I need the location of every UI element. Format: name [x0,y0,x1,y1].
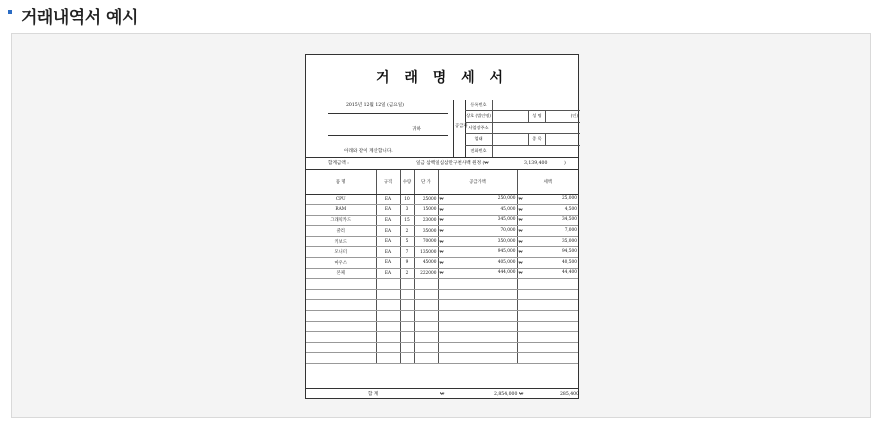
blank-cell [438,353,517,364]
item-price [414,247,438,258]
won-sign: ₩ [439,218,444,224]
item-tax [517,226,578,237]
blank-cell [376,289,400,300]
blank-cell [414,300,438,311]
won-sign: ₩ [439,260,444,266]
document-title: 거 래 명 세 서 [375,70,509,86]
won-sign: ₩ [518,197,523,203]
blank-cell [400,311,414,322]
item-tax-value: 25,000 [561,196,577,202]
blank-cell [438,279,517,290]
blank-cell [376,311,400,322]
col-header-qty: 수량 [400,170,414,194]
item-supply-value: 405,000 [497,259,516,265]
blank-cell [517,311,578,322]
item-spec-value: EA [384,207,392,213]
blank-cell [414,321,438,332]
item-supply-value: 345,000 [497,217,516,223]
blank-cell [306,300,376,311]
item-qty [400,258,414,269]
item-price-value: 15000 [422,207,437,213]
blank-cell [517,332,578,343]
item-label: 종 목 [528,134,546,144]
item-price [414,205,438,216]
item-name [306,194,376,205]
item-qty [400,226,414,237]
bullet-icon [8,10,12,14]
item-spec [376,205,400,216]
item-name-value: CPU [335,196,346,202]
address-label: 사업장주소 [465,123,493,133]
greeting-text: 아래와 같이 계산합니다. [344,149,393,154]
blank-cell [376,279,400,290]
item-name-value: 키보드 [334,239,347,245]
item-spec-value: EA [384,228,392,234]
blank-cell [400,332,414,343]
item-name-value: 마우스 [334,260,347,266]
item-spec [376,215,400,226]
won-sign: ₩ [518,207,523,213]
blank-cell [414,353,438,364]
table-row [306,258,578,269]
blank-cell [400,342,414,353]
item-supply-value: 350,000 [497,238,516,244]
blank-cell [438,342,517,353]
blank-cell [438,289,517,300]
transaction-statement-document [305,54,579,399]
won-sign: ₩ [439,229,444,235]
item-qty-value: 9 [405,260,409,266]
issue-date: 2015년 12월 12일 (금요일) [346,103,404,108]
item-spec [376,268,400,279]
date-underline [328,113,448,114]
blank-cell [376,300,400,311]
type-label: 업태 [465,134,493,144]
table-row [306,194,578,205]
item-tax-value: 94,500 [561,249,577,255]
item-tax-value: 44,400 [561,270,577,276]
item-supply [438,247,517,258]
item-price-value: 35000 [422,228,437,234]
company-label: 상호 (법인명) [465,111,493,121]
item-spec-value: EA [384,270,392,276]
blank-cell [400,279,414,290]
item-name-value: 쿨러 [336,229,345,235]
blank-row [306,289,578,300]
item-tax-value: 7,000 [564,228,577,234]
item-tax-value: 40,500 [561,259,577,265]
item-spec [376,258,400,269]
won-sign: ₩ [439,197,444,203]
table-row [306,268,578,279]
table-row [306,226,578,237]
item-price-value: 45000 [422,260,437,266]
blank-row [306,342,578,353]
item-tax-value: 4,500 [564,206,577,212]
item-tax-value: 35,000 [561,238,577,244]
won-sign: ₩ [518,271,523,277]
blank-row [306,321,578,332]
item-price [414,215,438,226]
item-qty-value: 15 [404,217,410,223]
blank-row [306,332,578,343]
won-sign: ₩ [518,250,523,256]
total-korean: 일금 삼백일십삼만구천사백 원정 (₩ [416,161,489,166]
col-header-supply: 공급가액 [438,170,517,194]
footer-total-label: 합 계 [368,392,379,397]
blank-cell [306,342,376,353]
item-spec-value: EA [384,249,392,255]
blank-cell [438,321,517,332]
supplier-row-company [465,111,580,122]
supplier-box [453,100,580,157]
table-footer-row [306,388,578,399]
item-name-value: 본체 [336,271,345,277]
item-qty [400,194,414,205]
footer-won-2: ₩ [519,392,524,397]
blank-cell [306,353,376,364]
won-sign: ₩ [439,239,444,245]
total-amount-row [306,157,578,170]
blank-cell [376,342,400,353]
item-tax [517,236,578,247]
blank-cell [376,353,400,364]
item-supply-value: 945,000 [497,249,516,255]
blank-cell [414,342,438,353]
item-price-value: 222000 [420,270,437,276]
item-name-value: 모니터 [334,250,347,256]
item-spec-value: EA [384,260,392,266]
item-price [414,258,438,269]
blank-cell [517,353,578,364]
item-spec [376,247,400,258]
item-qty [400,247,414,258]
blank-cell [414,332,438,343]
item-name [306,247,376,258]
item-price [414,236,438,247]
item-supply-value: 70,000 [500,228,516,234]
item-price [414,226,438,237]
col-header-spec: 규격 [376,170,400,194]
item-tax [517,247,578,258]
item-price [414,268,438,279]
blank-cell [414,289,438,300]
item-qty [400,205,414,216]
item-supply-value: 45,000 [500,206,516,212]
item-qty [400,236,414,247]
blank-row [306,353,578,364]
supplier-side-label: 공급자 [454,100,466,157]
item-name-value: 그래픽카드 [330,218,352,224]
item-supply [438,258,517,269]
blank-cell [306,289,376,300]
supplier-row-regno [465,100,580,111]
recipient-suffix: 귀하 [412,127,421,132]
item-tax [517,258,578,269]
won-sign: ₩ [518,218,523,224]
blank-cell [306,279,376,290]
item-supply [438,194,517,205]
won-sign: ₩ [439,207,444,213]
item-tax-value: 34,500 [561,217,577,223]
item-tax [517,194,578,205]
won-sign: ₩ [518,239,523,245]
footer-tax-total: 285,400 [560,392,579,397]
item-qty-value: 2 [405,228,409,234]
item-qty [400,215,414,226]
seal-mark: (인) [570,113,578,119]
blank-cell [400,300,414,311]
blank-cell [438,300,517,311]
item-qty-value: 5 [405,239,409,245]
item-name [306,226,376,237]
item-qty-value: 10 [404,196,410,202]
item-supply-value: 250,000 [497,196,516,202]
item-price [414,194,438,205]
blank-cell [517,300,578,311]
item-qty-value: 3 [405,207,409,213]
blank-cell [438,311,517,322]
total-close: ) [564,161,566,166]
item-name [306,205,376,216]
footer-won-1: ₩ [440,392,445,397]
won-sign: ₩ [518,260,523,266]
table-row [306,205,578,216]
blank-cell [400,289,414,300]
blank-cell [438,332,517,343]
blank-cell [400,321,414,332]
item-tax [517,268,578,279]
supplier-row-address [465,123,580,134]
item-qty-value: 2 [405,270,409,276]
item-spec-value: EA [384,196,392,202]
blank-cell [306,332,376,343]
blank-cell [517,321,578,332]
item-qty-value: 7 [405,249,409,255]
col-header-tax: 세액 [517,170,578,194]
item-supply [438,236,517,247]
item-supply [438,205,517,216]
item-name [306,215,376,226]
item-name [306,236,376,247]
col-header-price: 단 가 [414,170,438,194]
recipient-underline [328,135,448,136]
blank-row [306,300,578,311]
won-sign: ₩ [518,229,523,235]
item-tax [517,215,578,226]
blank-cell [376,321,400,332]
name-label: 성 명 [528,111,546,121]
item-price-value: 70000 [422,239,437,245]
section-heading [8,4,138,26]
reg-no-label: 등록번호 [465,100,493,110]
item-price-value: 23000 [422,217,437,223]
footer-supply-total: 2,854,000 [494,392,518,397]
blank-cell [414,279,438,290]
won-sign: ₩ [439,271,444,277]
table-row [306,215,578,226]
supplier-row-type [465,134,580,145]
item-tax [517,205,578,216]
blank-cell [517,289,578,300]
section-title: 거래내역서 예시 [21,7,138,28]
item-supply [438,268,517,279]
blank-cell [517,342,578,353]
item-name-value: RAM [335,207,347,213]
item-spec-value: EA [384,239,392,245]
blank-cell [517,279,578,290]
item-spec-value: EA [384,217,392,223]
blank-cell [306,321,376,332]
supplier-row-phone [465,146,580,157]
total-amount: 3,139,400 [524,161,548,166]
blank-cell [400,353,414,364]
col-header-name: 품 명 [306,170,376,194]
item-price-value: 135000 [420,249,437,255]
item-name [306,258,376,269]
item-spec [376,226,400,237]
item-spec [376,194,400,205]
total-label: 합계금액 : [328,161,349,166]
item-qty [400,268,414,279]
item-supply [438,215,517,226]
blank-row [306,279,578,290]
item-spec [376,236,400,247]
blank-cell [376,332,400,343]
blank-row [306,311,578,322]
items-table [306,170,578,364]
item-supply [438,226,517,237]
blank-cell [306,311,376,322]
phone-label: 전화번호 [465,146,493,157]
table-header-row [306,170,578,194]
item-name [306,268,376,279]
won-sign: ₩ [439,250,444,256]
item-price-value: 25000 [422,196,437,202]
table-row [306,247,578,258]
item-supply-value: 444,000 [497,270,516,276]
table-row [306,236,578,247]
blank-cell [414,311,438,322]
